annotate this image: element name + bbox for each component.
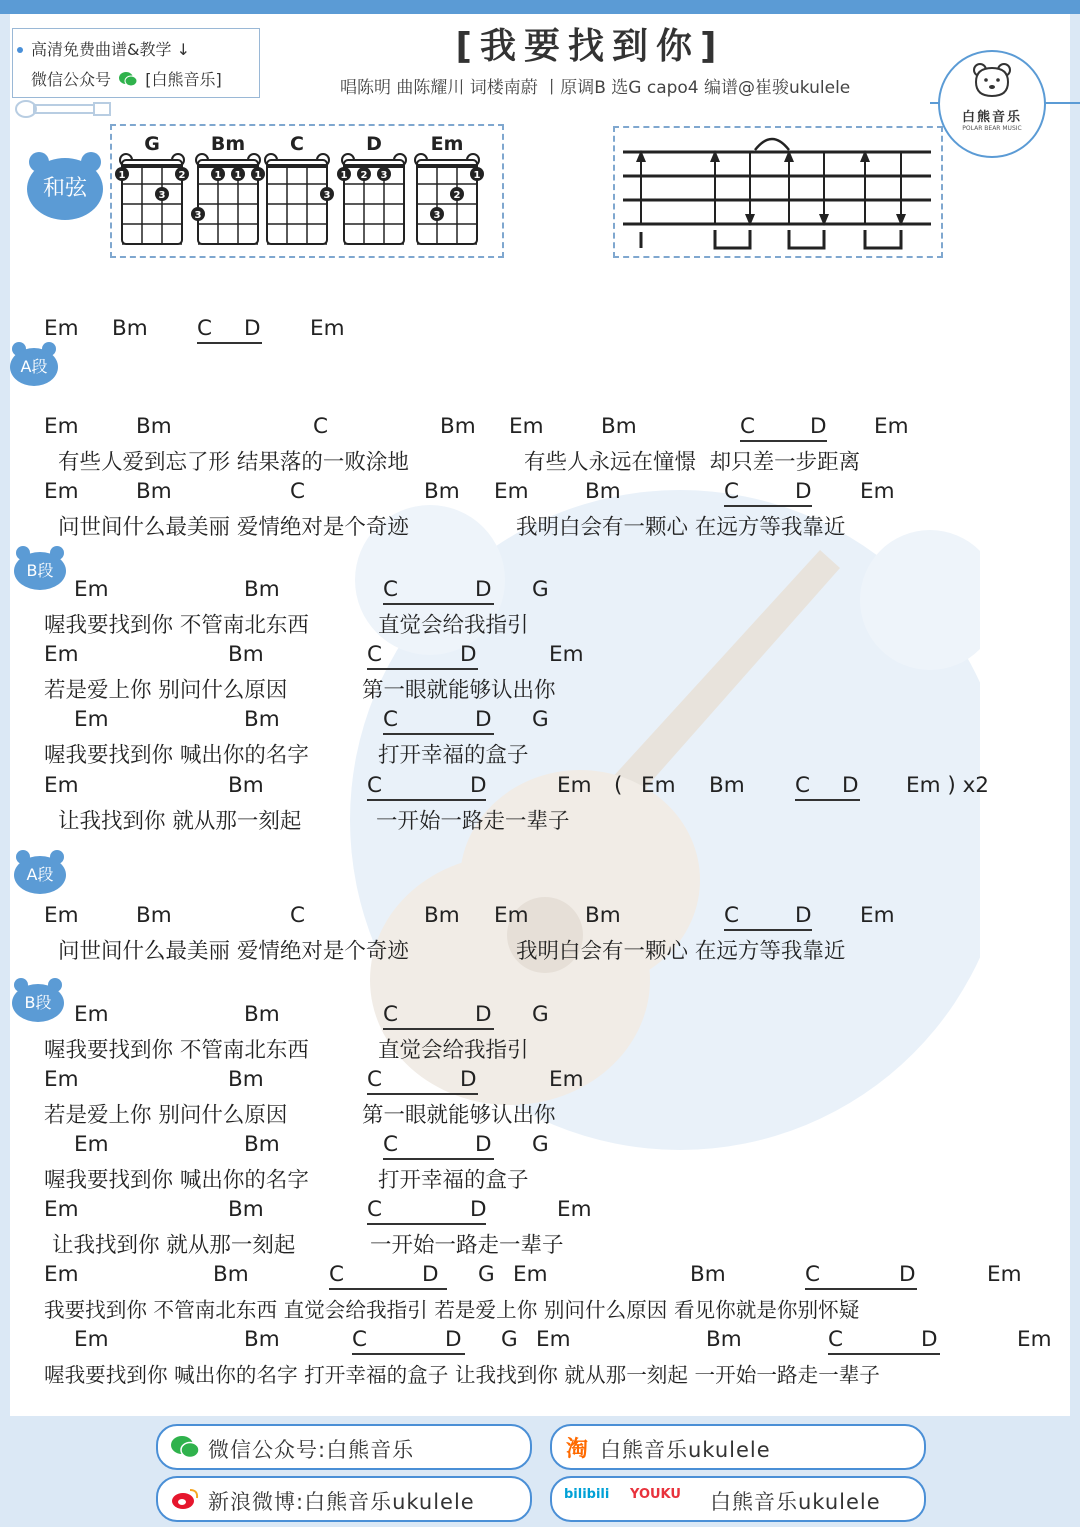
svg-text:1: 1 <box>340 170 348 181</box>
lyric-line: 直觉会给我指引 <box>378 613 529 638</box>
lyric-line: 喔我要找到你 不管南北东西 <box>44 1038 309 1063</box>
svg-text:1: 1 <box>234 170 242 181</box>
up-stroke-arrow <box>710 150 720 224</box>
section-label-text: A段 <box>14 856 66 894</box>
promo-line-2 <box>31 67 222 90</box>
chord-label: D <box>445 1327 462 1352</box>
chord-underline <box>740 440 827 442</box>
svg-text:2: 2 <box>453 190 461 201</box>
chord-label: C <box>290 479 306 504</box>
chord-label: Em <box>536 1327 571 1352</box>
lyric-line: 喔我要找到你 喊出你的名字 <box>44 1168 309 1193</box>
chord-label: Bm <box>424 479 460 504</box>
chord-label: Bm <box>244 1132 280 1157</box>
chord-label: C <box>383 1002 399 1027</box>
chord-label: Bm <box>244 1002 280 1027</box>
weibo-icon <box>170 1487 200 1511</box>
chord-label: ( <box>614 773 623 798</box>
chord-label: D <box>460 642 477 667</box>
chord-underline <box>805 1288 917 1290</box>
chord-label: D <box>475 1002 492 1027</box>
chord-label: C <box>383 577 399 602</box>
bilibili-icon: bilibili <box>564 1487 610 1502</box>
chord-label: Em <box>44 642 79 667</box>
chord-label: Em <box>44 1262 79 1287</box>
chord-underline <box>197 342 262 344</box>
chord-diagram <box>191 133 265 244</box>
bilibili-text: 白熊音乐ukulele <box>710 1490 881 1514</box>
section-label-text: A段 <box>10 348 58 386</box>
chord-label: C <box>795 773 811 798</box>
svg-text:1: 1 <box>473 170 481 181</box>
chord-label: C <box>383 1132 399 1157</box>
taobao-text: 白熊音乐ukulele <box>600 1438 771 1462</box>
chord-label: G <box>532 1002 549 1027</box>
logo-en: POLAR BEAR MUSIC <box>962 125 1022 132</box>
chord-underline <box>724 505 812 507</box>
song-credits: 唱陈明 曲陈耀川 词楼南蔚 丨原调B 选G capo4 编谱@崔骏ukulele <box>340 78 851 98</box>
chord-label: D <box>470 1197 487 1222</box>
chord-label: Bm <box>136 414 172 439</box>
chord-label: G <box>478 1262 495 1287</box>
chord-name: Bm <box>210 133 246 155</box>
svg-text:1: 1 <box>254 170 262 181</box>
chord-label: Bm <box>136 903 172 928</box>
chord-label: Bm <box>213 1262 249 1287</box>
chord-label: Em <box>557 1197 592 1222</box>
chord-label: Bm <box>228 642 264 667</box>
chord-label: D <box>810 414 827 439</box>
chord-label: Em ) x2 <box>906 773 989 798</box>
chord-label: Bm <box>440 414 476 439</box>
chord-underline <box>383 733 494 735</box>
lyric-line: 让我找到你 就从那一刻起 <box>58 809 302 834</box>
chord-label: Bm <box>585 903 621 928</box>
polar-bear-icon <box>972 62 1012 100</box>
chord-label: Em <box>513 1262 548 1287</box>
beam-bracket <box>865 230 901 248</box>
chord-label: Em <box>44 414 79 439</box>
bullet-dot <box>17 47 23 53</box>
section-label-text: B段 <box>14 552 66 590</box>
chord-name: Em <box>430 133 464 155</box>
lyric-line: 我明白会有一颗心 在远方等我靠近 <box>516 515 846 540</box>
chord-name: G <box>144 133 160 155</box>
chord-label: C <box>197 316 213 341</box>
down-stroke-arrow <box>896 152 906 226</box>
svg-text:3: 3 <box>158 190 166 201</box>
section-label-a1 <box>10 342 58 386</box>
section-label-a2 <box>14 850 66 894</box>
weibo-text: 新浪微博:白熊音乐ukulele <box>208 1490 475 1514</box>
right-border <box>1070 14 1080 1416</box>
wechat-link[interactable] <box>156 1424 532 1470</box>
promo-account-name: [白熊音乐] <box>145 70 222 89</box>
youku-icon: YOUKU <box>630 1487 681 1502</box>
chord-diagrams-box <box>110 124 504 258</box>
ukulele-small-icon <box>14 98 114 120</box>
chord-label: C <box>805 1262 821 1287</box>
wechat-icon <box>170 1435 200 1459</box>
chord-label: Em <box>494 479 529 504</box>
chord-label: Bm <box>709 773 745 798</box>
finger-dot <box>470 167 484 181</box>
chord-label: Em <box>74 577 109 602</box>
lyric-line: 问世间什么最美丽 爱情绝对是个奇迹 <box>58 939 409 964</box>
down-stroke-arrow <box>745 152 755 226</box>
chord-label: C <box>329 1262 345 1287</box>
finger-dot <box>155 187 169 201</box>
chord-underline <box>795 799 860 801</box>
svg-text:1: 1 <box>118 170 126 181</box>
chord-label: C <box>367 1197 383 1222</box>
lyric-line: 喔我要找到你 喊出你的名字 打开幸福的盒子 让我找到你 就从那一刻起 一开始一路走一辈子 <box>44 1363 880 1387</box>
chord-label: Em <box>549 1067 584 1092</box>
svg-text:3: 3 <box>194 210 202 221</box>
chord-label: C <box>740 414 756 439</box>
svg-text:1: 1 <box>214 170 222 181</box>
chord-label: C <box>367 642 383 667</box>
wechat-text: 微信公众号:白熊音乐 <box>208 1438 415 1462</box>
section-label-b1 <box>14 546 66 590</box>
promo-wechat-label: 微信公众号 <box>31 70 112 89</box>
chord-label: C <box>313 414 329 439</box>
lyric-line: 第一眼就能够认出你 <box>362 678 556 703</box>
chord-label: Em <box>44 773 79 798</box>
taobao-icon: 淘 <box>566 1437 589 1462</box>
down-stroke-arrow <box>819 152 829 226</box>
chord-name: D <box>366 133 382 155</box>
chord-label: D <box>795 479 812 504</box>
chord-label: Em <box>74 707 109 732</box>
chord-underline <box>367 799 486 801</box>
chord-label: Bm <box>244 577 280 602</box>
chord-label: Bm <box>706 1327 742 1352</box>
beam-bracket <box>789 230 824 248</box>
finger-dot <box>430 207 444 221</box>
chord-label: Em <box>310 316 345 341</box>
promo-line-1: 高清免费曲谱&教学 ↓ <box>31 40 190 59</box>
finger-dot <box>191 207 205 221</box>
chord-label: C <box>724 903 740 928</box>
chord-underline <box>352 1353 465 1355</box>
up-stroke-arrow <box>784 150 794 224</box>
chord-underline <box>383 603 494 605</box>
finger-dot <box>320 187 334 201</box>
chord-label: D <box>921 1327 938 1352</box>
lyric-line: 一开始一路走一辈子 <box>370 1233 564 1258</box>
beam-bracket <box>715 230 750 248</box>
lyric-line: 喔我要找到你 喊出你的名字 <box>44 743 309 768</box>
chord-label: Bm <box>112 316 148 341</box>
chord-underline <box>383 1028 494 1030</box>
section-label-b2 <box>12 978 64 1022</box>
chord-label: D <box>475 577 492 602</box>
lyric-line: 我明白会有一颗心 在远方等我靠近 <box>516 939 846 964</box>
chord-label: C <box>828 1327 844 1352</box>
chord-label: Bm <box>244 707 280 732</box>
chord-underline <box>367 668 478 670</box>
chord-label: Em <box>860 903 895 928</box>
chord-label: Bm <box>228 773 264 798</box>
chord-label: C <box>724 479 740 504</box>
bear-ukulele-watermark <box>280 400 980 1350</box>
chords-label-text: 和弦 <box>27 158 103 220</box>
lyric-line: 问世间什么最美丽 爱情绝对是个奇迹 <box>58 515 409 540</box>
chord-label: Em <box>557 773 592 798</box>
svg-text:3: 3 <box>323 190 331 201</box>
bilibili-youku-link[interactable] <box>550 1476 926 1522</box>
finger-dot <box>357 167 371 181</box>
chord-label: Em <box>44 1197 79 1222</box>
finger-dot <box>337 167 351 181</box>
chord-name: C <box>290 133 304 155</box>
chord-label: Em <box>74 1002 109 1027</box>
promo-box <box>12 28 260 98</box>
chord-label: Bm <box>228 1197 264 1222</box>
chord-label: D <box>244 316 261 341</box>
chord-label: Em <box>1017 1327 1052 1352</box>
finger-dot <box>450 187 464 201</box>
finger-dot <box>377 167 391 181</box>
chord-label: Em <box>987 1262 1022 1287</box>
chord-label: Em <box>549 642 584 667</box>
brand-logo <box>938 50 1046 158</box>
finger-dot <box>211 167 225 181</box>
chord-underline <box>367 1223 486 1225</box>
chord-label: G <box>532 577 549 602</box>
top-bar <box>0 0 1080 14</box>
lyric-line: 有些人永远在憧憬 却只差一步距离 <box>524 450 861 475</box>
weibo-link[interactable] <box>156 1476 532 1522</box>
chord-label: D <box>842 773 859 798</box>
chord-label: Em <box>874 414 909 439</box>
chord-label: Bm <box>136 479 172 504</box>
lyric-line: 喔我要找到你 不管南北东西 <box>44 613 309 638</box>
chord-label: G <box>501 1327 518 1352</box>
strum-pattern-box <box>613 126 943 258</box>
lyric-line: 有些人爱到忘了形 结果落的一败涂地 <box>58 450 409 475</box>
chord-label: C <box>367 1067 383 1092</box>
chord-label: Bm <box>228 1067 264 1092</box>
chord-label: D <box>460 1067 477 1092</box>
chord-label: D <box>475 707 492 732</box>
chord-underline <box>383 1158 494 1160</box>
chord-label: D <box>475 1132 492 1157</box>
chord-diagram <box>115 133 189 244</box>
chord-label: Em <box>74 1132 109 1157</box>
chord-label: D <box>422 1262 439 1287</box>
chord-label: Em <box>44 903 79 928</box>
up-stroke-arrow <box>860 150 870 224</box>
logo-cn: 白熊音乐 <box>961 110 1022 125</box>
section-label-text: B段 <box>12 984 64 1022</box>
finger-dot <box>175 167 189 181</box>
chord-label: Em <box>44 479 79 504</box>
lyric-line: 若是爱上你 别问什么原因 <box>44 678 288 703</box>
lyric-line: 打开幸福的盒子 <box>378 743 529 768</box>
lyric-line: 我要找到你 不管南北东西 直觉会给我指引 若是爱上你 别问什么原因 看见你就是你别怀疑 <box>44 1298 860 1322</box>
chord-label: Bm <box>690 1262 726 1287</box>
chord-label: Em <box>44 316 79 341</box>
lyric-line: 打开幸福的盒子 <box>378 1168 529 1193</box>
chord-label: Bm <box>585 479 621 504</box>
chord-diagram <box>337 133 406 244</box>
svg-text:2: 2 <box>360 170 368 181</box>
finger-dot <box>231 167 245 181</box>
chord-label: Bm <box>424 903 460 928</box>
song-title: [我要找到你] <box>455 26 725 67</box>
finger-dot <box>251 167 265 181</box>
left-border <box>0 14 10 1416</box>
chord-label: C <box>383 707 399 732</box>
chord-underline <box>724 929 812 931</box>
lyric-line: 若是爱上你 别问什么原因 <box>44 1103 288 1128</box>
chord-label: Em <box>74 1327 109 1352</box>
chord-label: C <box>352 1327 368 1352</box>
strum-pattern <box>615 128 941 256</box>
up-stroke-arrow <box>636 150 646 224</box>
chord-label: D <box>795 903 812 928</box>
chord-label: Bm <box>244 1327 280 1352</box>
svg-text:3: 3 <box>433 210 441 221</box>
chord-diagrams <box>112 126 502 256</box>
chord-label: G <box>532 707 549 732</box>
chord-label: Bm <box>601 414 637 439</box>
chord-label: D <box>899 1262 916 1287</box>
chord-diagram <box>265 133 334 244</box>
svg-text:3: 3 <box>380 170 388 181</box>
chord-label: Em <box>860 479 895 504</box>
chord-label: Em <box>509 414 544 439</box>
chord-label: C <box>367 773 383 798</box>
lyric-line: 第一眼就能够认出你 <box>362 1103 556 1128</box>
chord-label: Em <box>641 773 676 798</box>
taobao-link[interactable] <box>550 1424 926 1470</box>
lyric-line: 一开始一路走一辈子 <box>376 809 570 834</box>
chord-underline <box>329 1288 447 1290</box>
chord-underline <box>367 1093 478 1095</box>
chord-label: G <box>532 1132 549 1157</box>
wechat-icon <box>118 71 138 87</box>
finger-dot <box>115 167 129 181</box>
chord-label: Em <box>494 903 529 928</box>
chord-underline <box>828 1353 940 1355</box>
chord-label: Em <box>44 1067 79 1092</box>
chord-label: C <box>290 903 306 928</box>
lyric-line: 让我找到你 就从那一刻起 <box>52 1233 296 1258</box>
svg-text:2: 2 <box>178 170 186 181</box>
lyric-line: 直觉会给我指引 <box>378 1038 529 1063</box>
chords-section-label <box>27 152 103 224</box>
chord-diagram <box>415 133 484 244</box>
chord-label: D <box>470 773 487 798</box>
